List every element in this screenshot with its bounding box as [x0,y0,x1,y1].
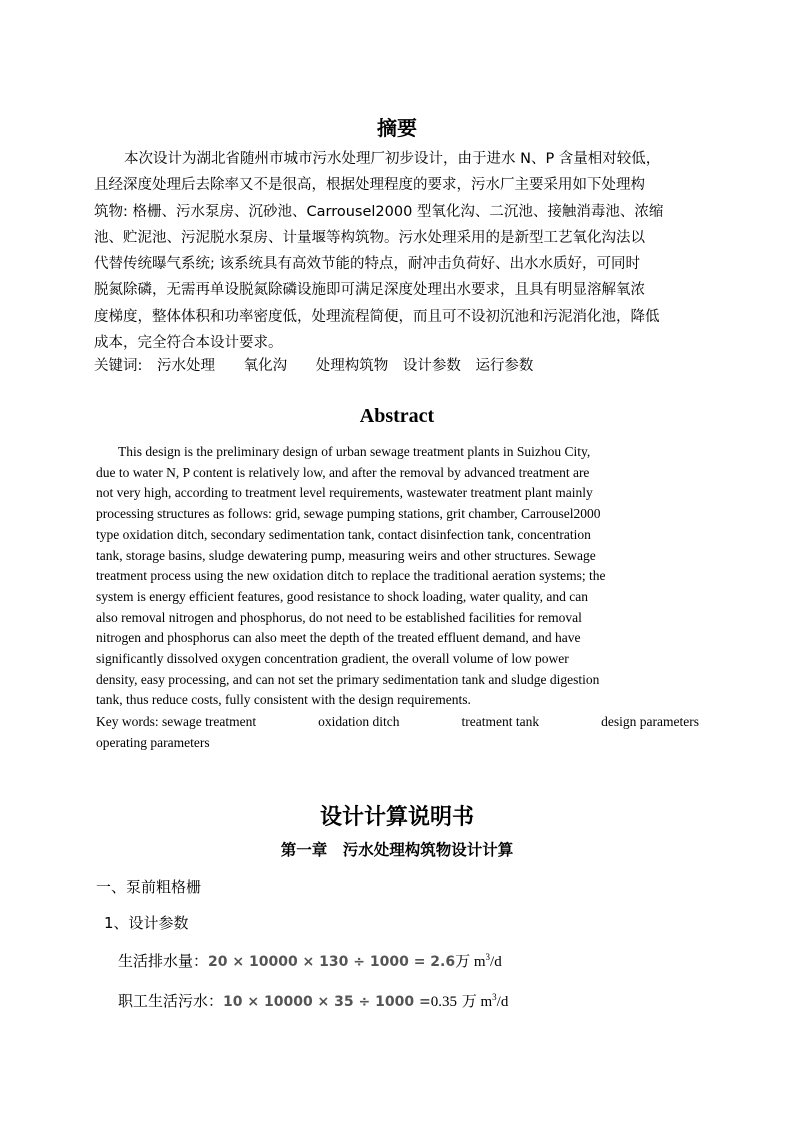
chapter-title: 第一章 污水处理构筑物设计计算 [280,841,514,859]
abstract-en-line: type oxidation ditch, secondary sedimentation tank, contact disinfection tank, concentration [96,526,591,542]
keyword-cn: 设计参数 [402,358,461,374]
abstract-cn-body [94,146,700,356]
keyword-en: operating parameters [96,734,210,750]
keyword-en: design parameters [601,714,699,729]
keyword-cn: 污水处理 [157,358,215,374]
keywords-en-label: Key words: [96,714,159,729]
main-title: 设计计算说明书 [319,805,474,830]
calc-formula: 10 × 10000 × 35 ÷ 1000 = [223,994,431,1010]
abstract-en-line: nitrogen and phosphorus can also meet the depth of the treated effluent demand, and have [96,630,581,646]
abstract-cn-line: 本次设计为湖北省随州市城市污水处理厂初步设计，由于进水 N、P 含量相对较低， [124,151,661,167]
abstract-en-line: density, easy processing, and can not set the primary sedimentation tank and sludge digestion [96,671,600,687]
keyword-en: sewage treatment [162,714,257,729]
abstract-cn-title: 摘要 [377,116,417,140]
abstract-cn-line: 代替传统曝气系统; 该系统具有高效节能的特点，耐冲击负荷好、出水水质好，可同时 [94,256,640,273]
subsection-heading: 1、设计参数 [104,914,189,932]
section-heading: 一、泵前粗格栅 [96,878,202,896]
abstract-en-line: tank, storage basins, sludge dewatering pump, measuring weirs and other structures. Sewage [96,547,596,563]
keyword-en: oxidation ditch [318,714,400,729]
abstract-cn-line: 且经深度处理后去除率又不是很高，根据处理程度的要求，污水厂主要采用如下处理构 [94,177,645,194]
calc-line-domestic: 生活排水量：20 × 10000 × 130 ÷ 1000 = 2.6万 $m^3/d$ [118,952,502,970]
calc-value: 0.35 [430,994,457,1010]
abstract-en-line: also removal nitrogen and phosphorus, do not need to be established facilities for removal [96,609,582,625]
abstract-en-line: significantly dissolved oxygen concentration gradient, the overall volume of low power [96,651,569,667]
abstract-en-line: tank, thus reduce costs, fully consistent with the design requirements. [96,692,471,708]
unit-cn: 万 [455,952,471,970]
keywords-cn [94,354,543,375]
keywords-en [96,712,699,753]
abstract-en-line: processing structures as follows: grid, sewage pumping stations, grit chamber, Carrousel2000 [96,506,601,522]
calc-label: 职工生活污水： [118,992,224,1010]
abstract-en-line: treatment process using the new oxidation ditch to replace the traditional aeration systems; the [96,568,606,584]
keyword-en: treatment tank [461,714,540,729]
keyword-cn: 运行参数 [475,358,534,374]
abstract-en-line: This design is the preliminary design of urban sewage treatment plants in Suizhou City, [118,444,591,459]
calc-label: 生活排水量： [118,952,209,970]
abstract-cn-line: 成本，完全符合本设计要求。 [94,335,283,352]
abstract-en-line: system is energy efficient features, good resistance to shock loading, water quality, and can [96,588,588,604]
abstract-cn-line: 池、贮泥池、污泥脱水泵房、计量堰等构筑物。污水处理采用的是新型工艺氧化沟法以 [94,229,645,246]
abstract-en-line: due to water N, P content is relatively low, and after the removal by advanced treatment are [96,464,590,480]
keywords-cn-label: 关键词: [94,358,143,374]
keyword-cn: 氧化沟 [243,358,288,374]
abstract-cn-line: 筑物: 格栅、污水泵房、沉砂池、Carrousel2000 型氧化沟、二沉池、接触消毒池、浓缩 [94,203,664,220]
keyword-cn: 处理构筑物 [315,358,389,374]
abstract-cn-line: 度梯度，整体体积和功率密度低，处理流程简便，而且可不设初沉池和污泥消化池，降低 [94,308,660,325]
calc-formula: 20 × 10000 × 130 ÷ 1000 = 2.6 [208,954,456,970]
unit-cn: 万 [456,992,477,1010]
keywords-en-row [96,712,699,733]
abstract-cn-line: 脱氮除磷，无需再单设脱氮除磷设施即可满足深度处理出水要求，且具有明显溶解氧浓 [94,282,645,299]
calc-line-staff: 职工生活污水：10 × 10000 × 35 ÷ 1000 =0.35 万 $m^3/d$ [118,992,509,1010]
abstract-en-body [96,442,699,711]
abstract-en-line: not very high, according to treatment level requirements, wastewater treatment plant mainly [96,485,593,501]
abstract-en-title: Abstract [359,405,435,427]
